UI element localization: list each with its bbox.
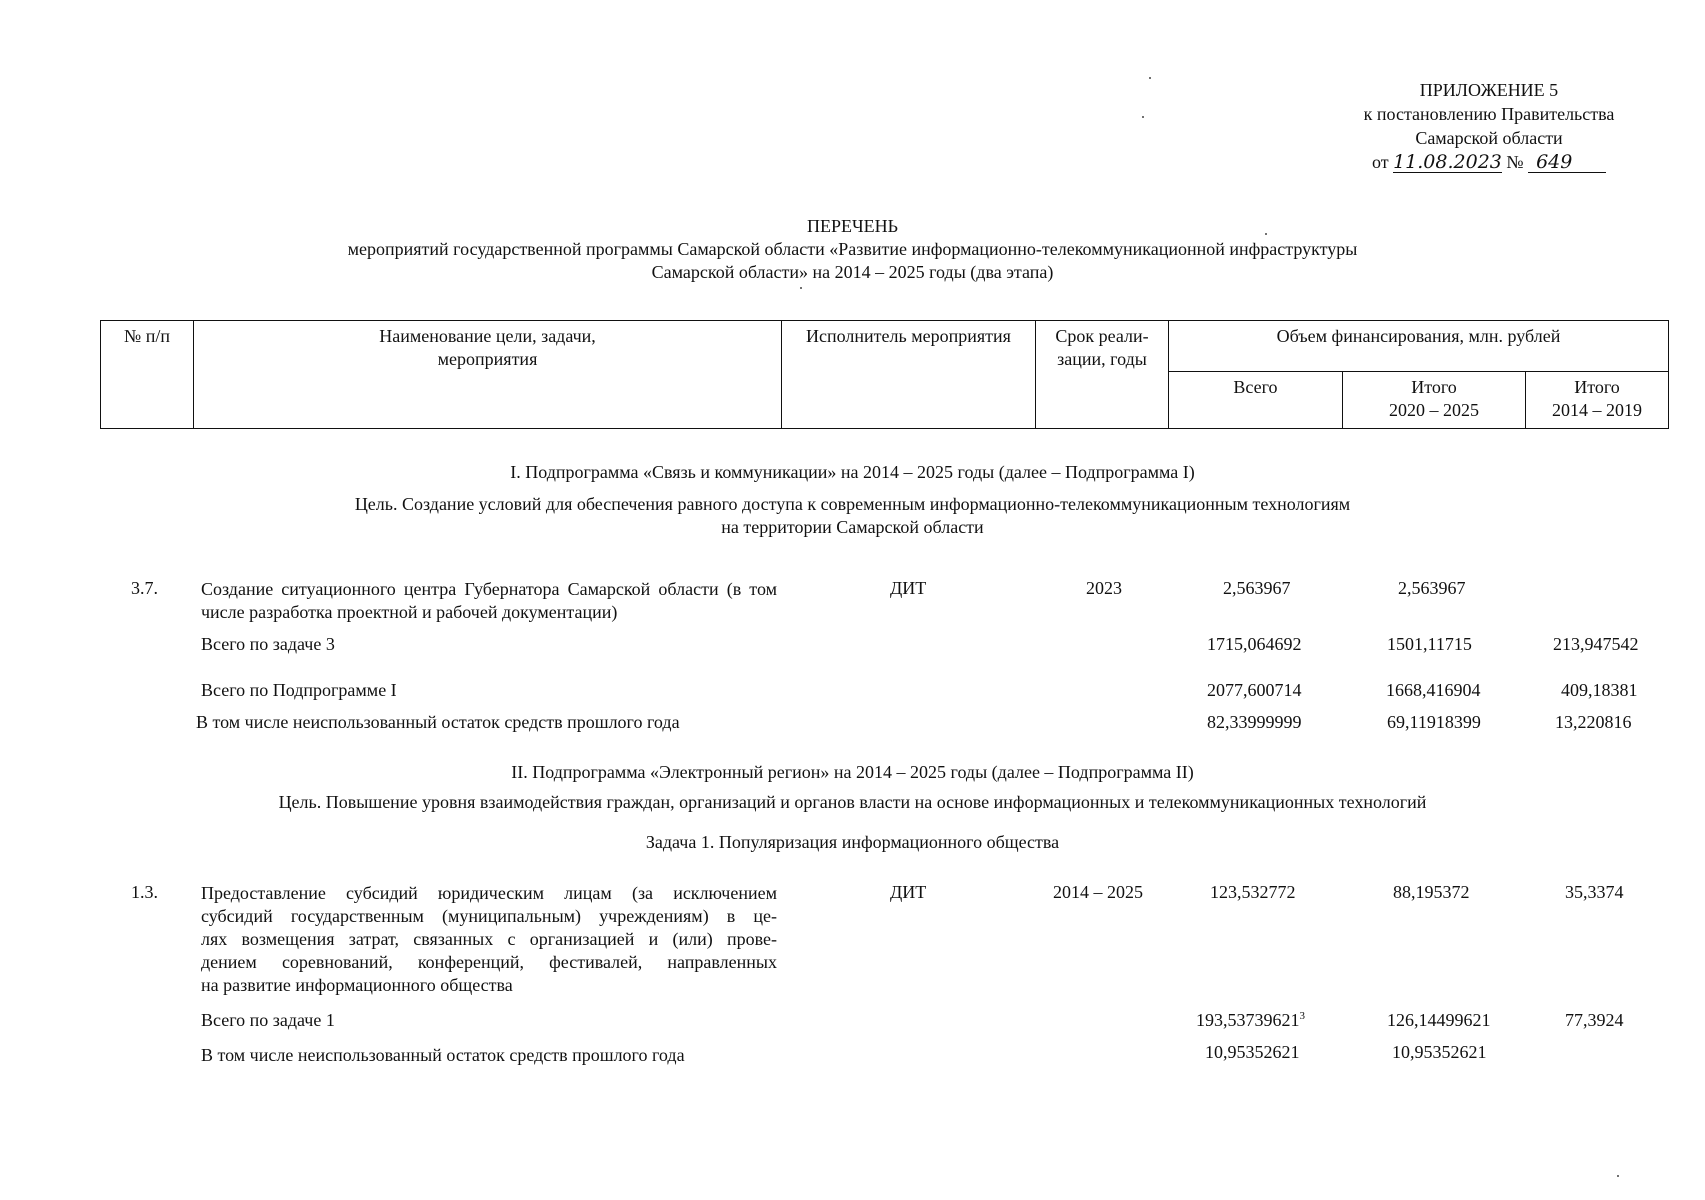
subprogram1-unused-2020: 69,11918399 bbox=[1387, 712, 1481, 732]
task3-total-label: Всего по задаче 3 bbox=[201, 634, 335, 654]
appendix-date-line bbox=[1339, 150, 1639, 174]
header-col-name: Наименование цели, задачи, мероприятия bbox=[194, 321, 782, 429]
handwritten-date: 11.08.2023 bbox=[1393, 151, 1502, 173]
handwritten-number: 649 bbox=[1528, 152, 1606, 173]
appendix-line2: к постановлению Правительства bbox=[1363, 104, 1615, 124]
subprogram1-goal-line1: Цель. Создание условий для обеспечения равного доступа к современным информационно-телекоммуникационным технологиям bbox=[354, 494, 1351, 514]
task1-total-footnote: 3 bbox=[1299, 1010, 1305, 1022]
subprogram1-title: I. Подпрограмма «Связь и коммуникации» на 2014 – 2025 годы (далее – Подпрограмма I) bbox=[510, 462, 1195, 482]
document-title-line2: мероприятий государственной программы Самарской области «Развитие информационно-телекоммуникационной инфраструктуры bbox=[347, 239, 1358, 259]
appendix-line3: Самарской области bbox=[1415, 128, 1563, 148]
subprogram1-total: 2077,600714 bbox=[1207, 680, 1302, 700]
subprogram2-task1: Задача 1. Популяризация информационного общества bbox=[645, 832, 1060, 852]
row-3-7-num: 3.7. bbox=[131, 578, 158, 598]
appendix-block bbox=[1339, 78, 1639, 174]
row-3-7-total-2020: 2,563967 bbox=[1398, 578, 1466, 598]
subprogram2-goal: Цель. Повышение уровня взаимодействия граждан, организаций и органов власти на основе информационных и телекоммуникационных технологий bbox=[278, 792, 1427, 812]
subprogram1-total-label: Всего по Подпрограмме I bbox=[201, 680, 397, 700]
row-1-3-total-2014: 35,3374 bbox=[1565, 882, 1624, 902]
task1-total-2020: 126,14499621 bbox=[1387, 1010, 1491, 1030]
task1-total-label: Всего по задаче 1 bbox=[201, 1010, 335, 1030]
number-prefix: № bbox=[1506, 152, 1524, 172]
subprogram2-unused-total: 10,95352621 bbox=[1205, 1042, 1300, 1062]
header-col-total: Всего bbox=[1169, 372, 1343, 429]
row-1-3-num: 1.3. bbox=[131, 882, 158, 902]
subprogram2-unused-2020: 10,95352621 bbox=[1392, 1042, 1487, 1062]
task3-total: 1715,064692 bbox=[1207, 634, 1302, 654]
scan-speck bbox=[1617, 1175, 1619, 1177]
row-1-3-total: 123,532772 bbox=[1210, 882, 1296, 902]
subprogram2-unused-label: В том числе неиспользованный остаток средств прошлого года bbox=[201, 1045, 685, 1065]
subprogram1-unused-label: В том числе неиспользованный остаток средств прошлого года bbox=[196, 712, 680, 732]
subprogram1-goal-line2: на территории Самарской области bbox=[721, 517, 984, 537]
date-prefix: от bbox=[1371, 152, 1389, 172]
table-header bbox=[100, 320, 1669, 429]
row-3-7-total: 2,563967 bbox=[1223, 578, 1291, 598]
appendix-title: ПРИЛОЖЕНИЕ 5 bbox=[1419, 80, 1559, 100]
scan-speck bbox=[1142, 116, 1144, 118]
scan-speck bbox=[800, 287, 802, 289]
scan-speck bbox=[1265, 233, 1267, 235]
subprogram1-unused-2014: 13,220816 bbox=[1555, 712, 1632, 732]
header-col-total-2014-2019: Итого 2014 – 2019 bbox=[1526, 372, 1669, 429]
header-col-funding: Объем финансирования, млн. рублей bbox=[1169, 321, 1669, 372]
task1-total: 193,53739621$^3$ bbox=[1196, 1010, 1305, 1030]
header-col-term: Срок реали- зации, годы bbox=[1036, 321, 1169, 429]
subprogram2-title: II. Подпрограмма «Электронный регион» на 2014 – 2025 годы (далее – Подпрограмма II) bbox=[511, 762, 1194, 782]
header-col-num: № п/п bbox=[101, 321, 194, 429]
document-title-line3: Самарской области» на 2014 – 2025 годы (два этапа) bbox=[651, 262, 1054, 282]
task3-total-2014: 213,947542 bbox=[1553, 634, 1639, 654]
task3-total-2020: 1501,11715 bbox=[1387, 634, 1472, 654]
row-1-3-term: 2014 – 2025 bbox=[1053, 882, 1143, 902]
subprogram1-total-2020: 1668,416904 bbox=[1386, 680, 1481, 700]
row-3-7-term: 2023 bbox=[1086, 578, 1122, 598]
subprogram1-unused-total: 82,33999999 bbox=[1207, 712, 1302, 732]
subprogram1-total-2014: 409,18381 bbox=[1561, 680, 1638, 700]
document-title: ПЕРЕЧЕНЬ bbox=[806, 216, 899, 236]
scan-speck bbox=[1149, 77, 1151, 79]
task1-total-2014: 77,3924 bbox=[1565, 1010, 1624, 1030]
row-1-3-executor: ДИТ bbox=[890, 882, 927, 902]
header-col-executor: Исполнитель мероприятия bbox=[782, 321, 1036, 429]
row-3-7-name: Создание ситуационного центра Губернатора Самарской области (в том числе разработка проектной и рабочей документации) bbox=[201, 579, 777, 622]
row-3-7-executor: ДИТ bbox=[890, 578, 927, 598]
row-1-3-name: Предоставление субсидий юридическим лицам (за исключением субсидий государственным (муниципальным) учреждениям) в це- лях возмещения затрат, связанных с организацией и (или) прове- дением соревнований, конференций, фестивалей, направленных на развитие информационного общества bbox=[201, 883, 777, 995]
header-col-total-2020-2025: Итого 2020 – 2025 bbox=[1343, 372, 1526, 429]
row-1-3-total-2020: 88,195372 bbox=[1393, 882, 1470, 902]
